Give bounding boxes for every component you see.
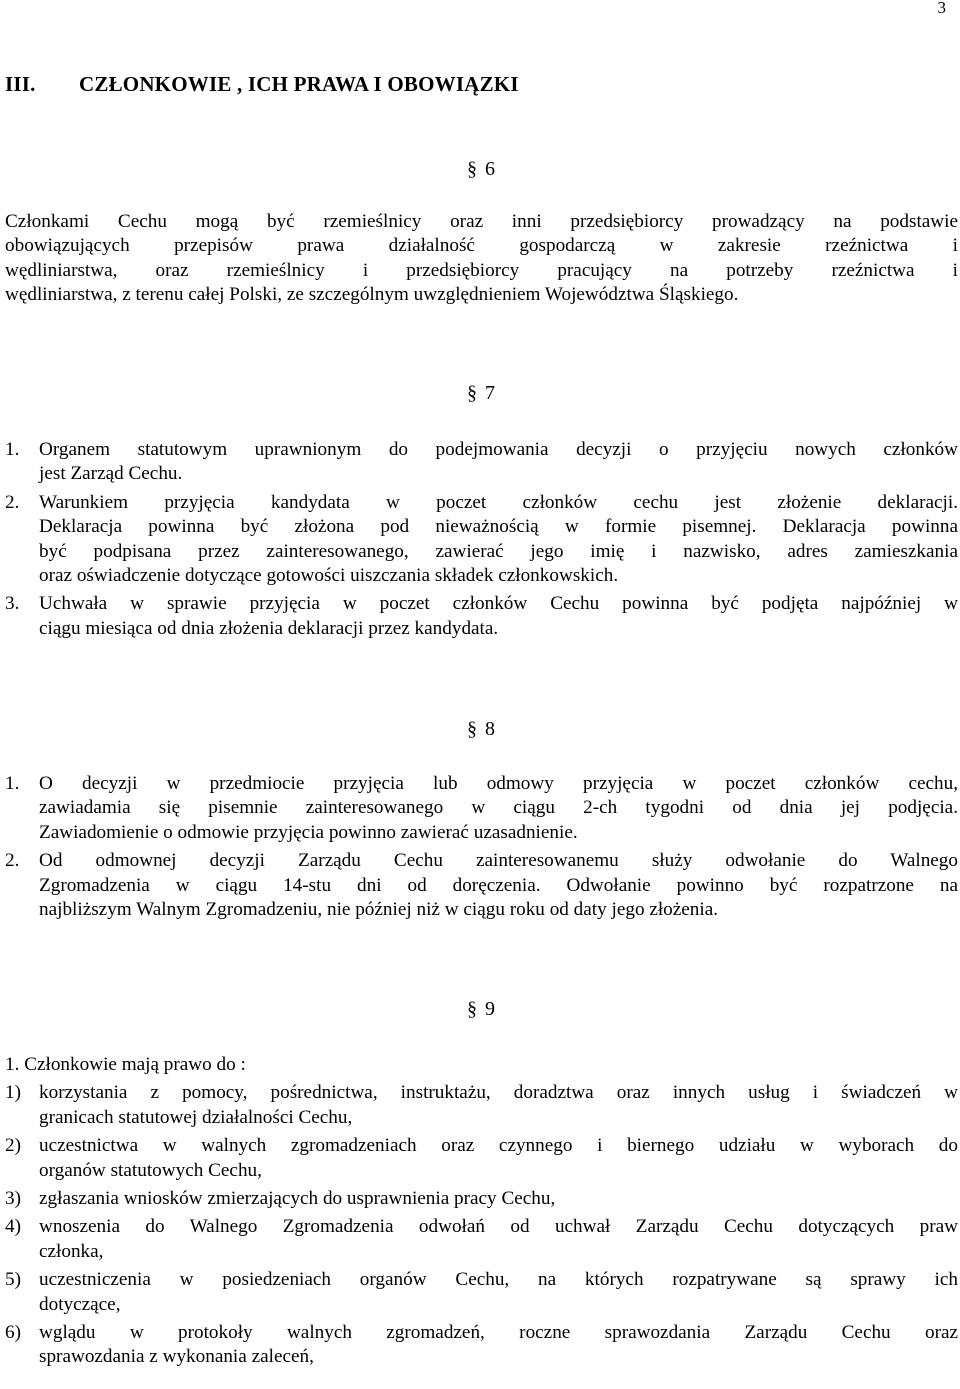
list-item-text: [39, 1134, 958, 1183]
list-item: [5, 1081, 958, 1130]
section-9-body: [5, 1053, 958, 1374]
list-item: [5, 1134, 958, 1183]
list-item: [5, 592, 958, 641]
section-number: 9: [485, 998, 495, 1020]
list-item-line: organów statutowych Cechu,: [39, 1159, 262, 1181]
list-item-number: 4): [5, 1216, 21, 1238]
chapter-title: CZŁONKOWIE , ICH PRAWA I OBOWIĄZKI: [79, 72, 519, 96]
list-item-line: zgłaszania wniosków zmierzających do usprawnienia pracy Cechu,: [39, 1188, 556, 1210]
list-item-text: [39, 1187, 958, 1211]
section-number: 6: [485, 158, 495, 180]
list-item-text: [39, 438, 958, 487]
paragraph-line: obowiązujących przepisów prawa działalność gospodarczą w zakresie rzeźnictwa i: [5, 235, 958, 257]
chapter-heading: [5, 72, 905, 97]
list-item-text: [39, 1321, 958, 1370]
list-item-number: 1.: [5, 773, 20, 794]
list-item-line: Organem statutowym uprawnionym do podejmowania decyzji o przyjęciu nowych członków: [39, 439, 958, 460]
list-item-line: uczestnictwa w walnych zgromadzeniach oraz czynnego i biernego udziału w wyborach do: [39, 1135, 958, 1157]
list-item-text: [39, 772, 958, 845]
list-item-line: najbliższym Walnym Zgromadzeniu, nie później niż w ciągu roku od daty jego złożenia.: [39, 899, 719, 921]
list-item-line: wglądu w protokoły walnych zgromadzeń, roczne sprawozdania Zarządu Cechu oraz: [39, 1322, 958, 1344]
list-item-line: wnoszenia do Walnego Zgromadzenia odwołań od uchwał Zarządu Cechu dotyczących praw: [39, 1216, 958, 1238]
list-item-text: [39, 1268, 958, 1317]
list-item-line: Uchwała w sprawie przyjęcia w poczet członków Cechu powinna być podjęta najpóźniej w: [39, 593, 958, 615]
paragraph-line: wędliniarstwa, z terenu całej Polski, ze szczególnym uwzględnieniem Województwa Śląskiego.: [5, 284, 739, 306]
list-item-number: 2.: [5, 850, 20, 872]
list-item-number: 2.: [5, 491, 20, 513]
list-item-line: Od odmownej decyzji Zarządu Cechu zainteresowanemu służy odwołanie do Walnego: [39, 850, 958, 872]
list-item-number: 3.: [5, 593, 20, 615]
paragraph-line: wędliniarstwa, oraz rzemieślnicy i przedsiębiorcy pracujący na potrzeby rzeźnictwa i: [5, 259, 958, 281]
section-number: 7: [485, 382, 495, 404]
list-item: [5, 438, 958, 487]
section-6-body: [5, 210, 958, 308]
list-item-line: Zawiadomienie o odmowie przyjęcia powinno zawierać uzasadnienie.: [39, 821, 578, 843]
list-item-line: ciągu miesiąca od dnia złożenia deklaracji przez kandydata.: [39, 617, 499, 639]
list-item-line: Deklaracja powinna być złożona pod nieważnością w formie pisemnej. Deklaracja powinna: [39, 516, 958, 538]
list-item-number: 1): [5, 1082, 21, 1104]
list-item: [5, 491, 958, 589]
section-9-intro: 1. Członkowie mają prawo do :: [5, 1054, 246, 1075]
list-item-text: [39, 592, 958, 641]
section-symbol: §: [467, 382, 477, 404]
list-item-line: zawiadamia się pisemnie zainteresowanego w ciągu 2-ch tygodni od dnia jej podjęcia.: [39, 797, 958, 819]
list-item: [5, 1215, 958, 1264]
list-item: [5, 1268, 958, 1317]
section-8-body: [5, 772, 958, 926]
section-7-heading: [467, 382, 667, 405]
list-item-line: jest Zarząd Cechu.: [39, 463, 183, 485]
section-6-heading: [467, 158, 667, 181]
list-item-line: uczestniczenia w posiedzeniach organów Cechu, na których rozpatrywane są sprawy ich: [39, 1269, 958, 1291]
section-symbol: §: [467, 718, 477, 740]
chapter-number: III.: [5, 72, 36, 96]
list-item-number: 3): [5, 1188, 21, 1210]
list-item-text: [39, 1081, 958, 1130]
list-item-number: 5): [5, 1269, 21, 1291]
list-item: [5, 1187, 958, 1211]
list-item-line: Zgromadzenia w ciągu 14-stu dni od doręczenia. Odwołanie powinno być rozpatrzone na: [39, 874, 958, 896]
list-item-line: być podpisana przez zainteresowanego, zawierać jego imię i nazwisko, adres zamieszkania: [39, 540, 958, 562]
list-item-line: granicach statutowej działalności Cechu,: [39, 1106, 353, 1128]
section-number: 8: [485, 718, 495, 740]
list-item: [5, 1321, 958, 1370]
list-item-text: [39, 849, 958, 922]
list-item-line: sprawozdania z wykonania zaleceń,: [39, 1346, 314, 1368]
section-7-body: [5, 438, 958, 645]
list-item-line: Warunkiem przyjęcia kandydata w poczet członków cechu jest złożenie deklaracji.: [39, 491, 958, 513]
section-symbol: §: [467, 158, 477, 180]
list-item-line: dotyczące,: [39, 1293, 121, 1315]
section-symbol: §: [467, 998, 477, 1020]
list-item-number: 1.: [5, 439, 20, 460]
section-8-heading: [467, 718, 667, 741]
paragraph-line: Członkami Cechu mogą być rzemieślnicy oraz inni przedsiębiorcy prowadzący na podstawie: [5, 211, 958, 232]
list-item: [5, 849, 958, 922]
section-9-heading: [467, 998, 667, 1021]
list-item-line: oraz oświadczenie dotyczące gotowości uiszczania składek członkowskich.: [39, 565, 619, 587]
page-number: 3: [937, 0, 946, 17]
list-item-text: [39, 491, 958, 589]
list-item-line: korzystania z pomocy, pośrednictwa, instruktażu, doradztwa oraz innych usług i świadczeń w: [39, 1082, 958, 1104]
list-item-number: 6): [5, 1322, 21, 1344]
list-item-text: [39, 1215, 958, 1264]
list-item: [5, 772, 958, 845]
list-item-line: członka,: [39, 1240, 104, 1262]
list-item-line: O decyzji w przedmiocie przyjęcia lub odmowy przyjęcia w poczet członków cechu,: [39, 773, 958, 794]
list-item-number: 2): [5, 1135, 21, 1157]
